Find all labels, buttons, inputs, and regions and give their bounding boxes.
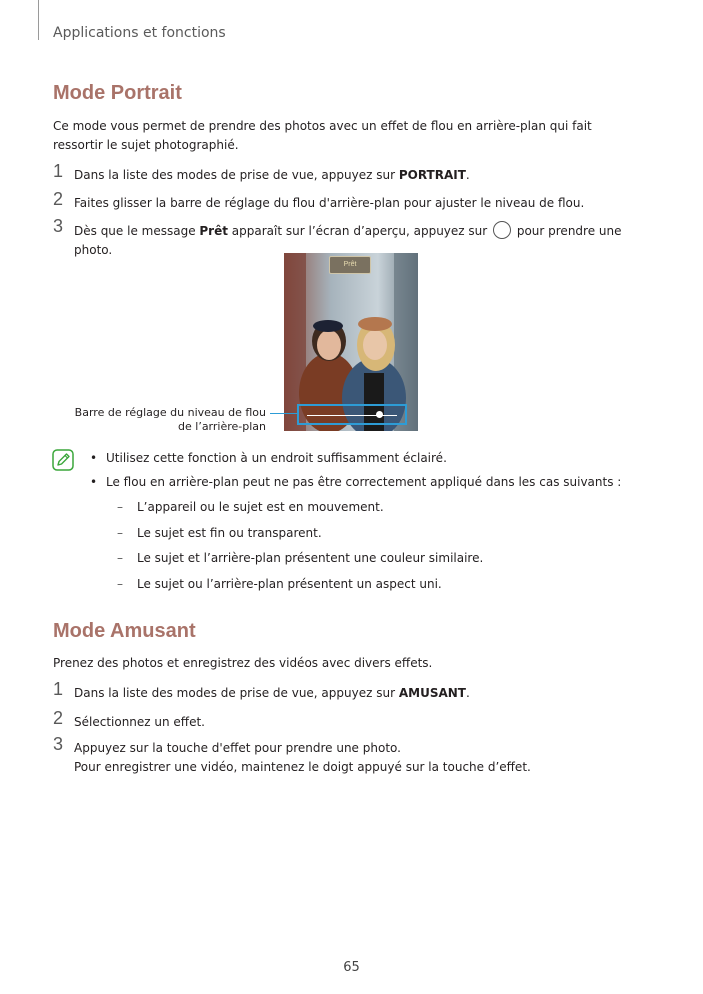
step-number: 2 — [53, 708, 64, 728]
step-number: 3 — [53, 734, 64, 754]
step-number: 2 — [53, 189, 64, 209]
portrait-intro: Ce mode vous permet de prendre des photos avec un effet de flou en arrière-plan qui fait ressortir le sujet photographié. — [53, 119, 592, 152]
section-title-portrait: Mode Portrait — [53, 82, 182, 104]
step-number: 1 — [53, 161, 64, 181]
blur-slider-thumb[interactable] — [376, 411, 383, 418]
blur-slider-track — [307, 415, 397, 416]
ready-status-badge: Prêt — [329, 256, 371, 274]
note-pencil-icon — [52, 449, 74, 471]
portrait-mode-label: PORTRAIT — [398, 168, 466, 182]
blur-level-slider[interactable] — [297, 404, 407, 425]
shutter-button-icon — [493, 221, 511, 239]
blur-slider-callout: Barre de réglage du niveau de flou de l’arrière-plan — [74, 406, 266, 433]
ready-message-label: Prêt — [199, 224, 228, 238]
step-number: 3 — [53, 216, 64, 236]
page-edge-rule — [38, 0, 39, 40]
section-title-amusant: Mode Amusant — [53, 620, 196, 642]
page-number: 65 — [343, 960, 360, 975]
callout-leader-line — [270, 413, 298, 414]
amusant-intro: Prenez des photos et enregistrez des vidéos avec divers effets. — [53, 656, 433, 670]
amusant-mode-label: AMUSANT — [398, 686, 466, 700]
running-header: Applications et fonctions — [53, 25, 226, 41]
portrait-preview-photo — [284, 253, 418, 431]
step-number: 1 — [53, 679, 64, 699]
